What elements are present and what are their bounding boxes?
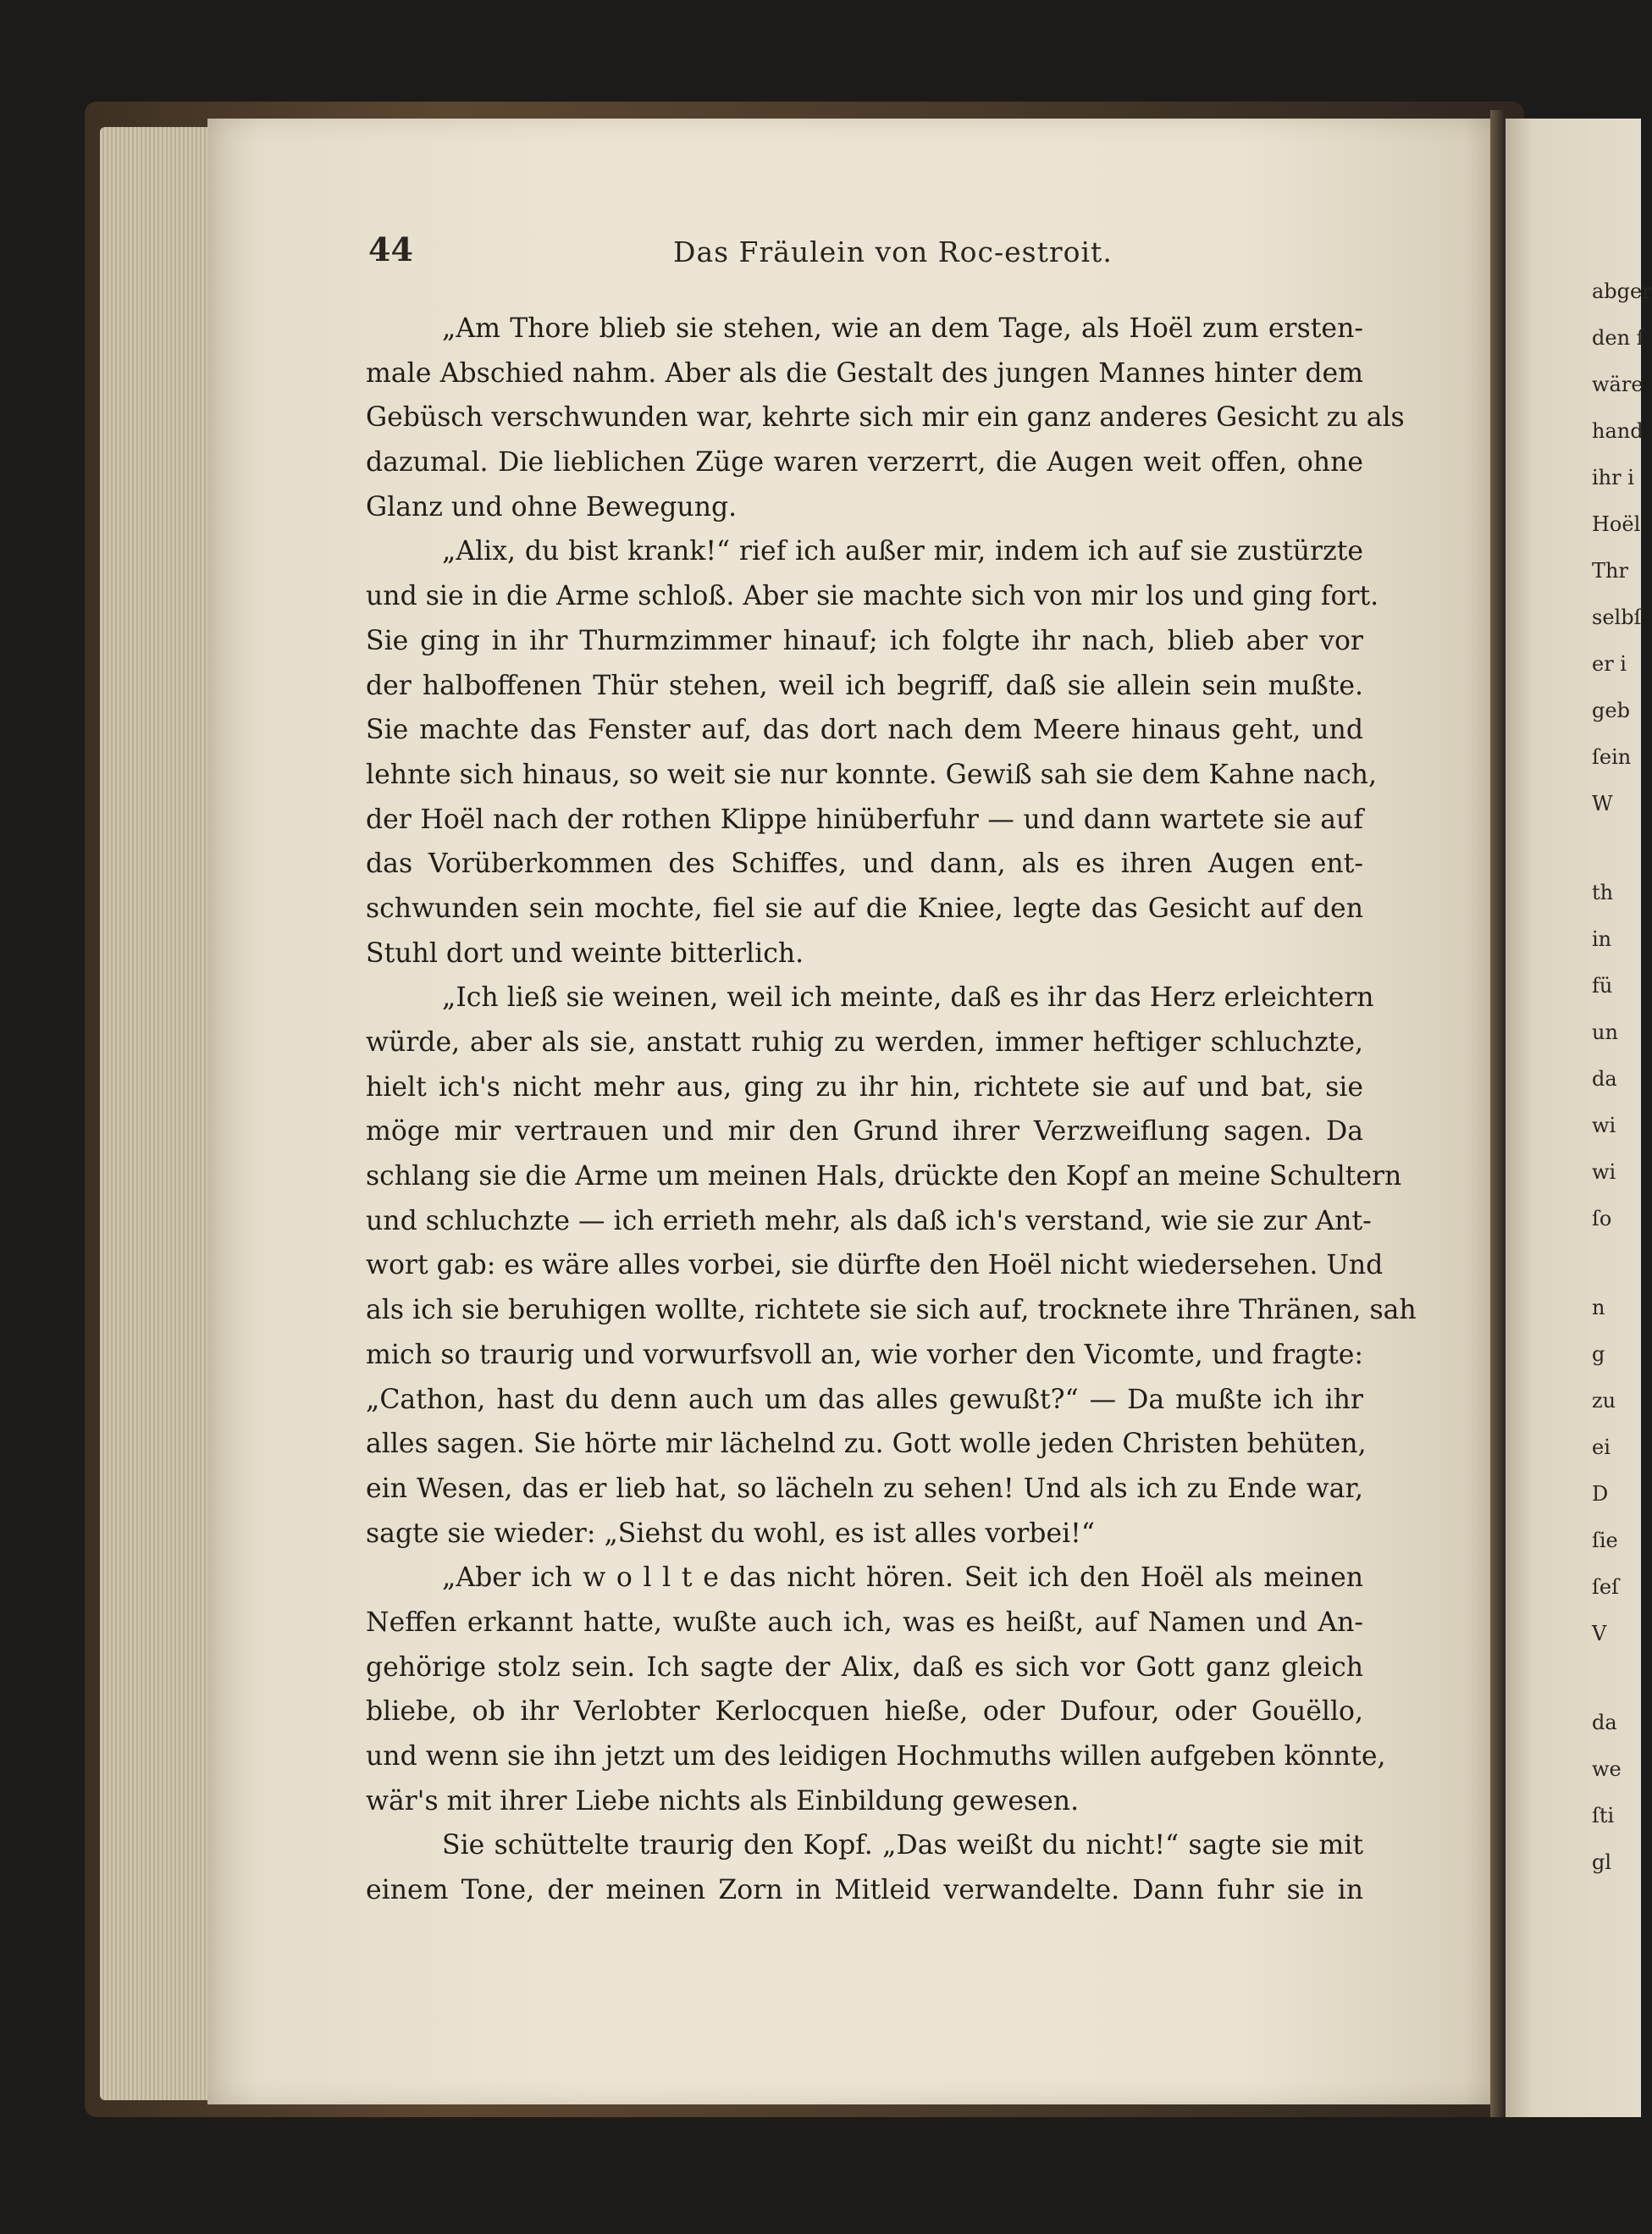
right-page-fragment: Thr [1592, 559, 1628, 583]
text-line: male Abschied nahm. Aber als die Gestalt des jungen Mannes hinter dem [366, 357, 1363, 389]
text-line: schlang sie die Arme um meinen Hals, drückte den Kopf an meine Schultern [366, 1161, 1402, 1192]
right-page-fragment: g [1592, 1342, 1605, 1366]
right-page-fragment: ei [1592, 1435, 1611, 1459]
right-page-fragment: geb [1592, 699, 1630, 722]
text-line: der Hoël nach der rothen Klippe hinüberfuhr — und dann wartete sie auf [366, 804, 1363, 835]
text-line: „Alix, du bist krank!“ rief ich außer mir, indem ich auf sie zustürzte [442, 536, 1363, 567]
text-line: mich so traurig und vorwurfsvoll an, wie vorher den Vicomte, und fragte: [366, 1339, 1363, 1370]
right-page-fragment: gl [1592, 1850, 1612, 1874]
running-title: Das Fräulein von Roc-estroit. [673, 235, 1113, 268]
right-page-fragment: Hoël [1592, 512, 1641, 536]
text-line: „Ich ließ sie weinen, weil ich meinte, daß es ihr das Herz erleichtern [442, 982, 1374, 1014]
text-line: und wenn sie ihn jetzt um des leidigen Hochmuths willen aufgeben könnte, [366, 1741, 1386, 1772]
right-page-fragment: D [1592, 1482, 1609, 1506]
text-line: Neffen erkannt hatte, wußte auch ich, was es heißt, auf Namen und An- [366, 1606, 1363, 1638]
text-line: „Cathon, hast du denn auch um das alles gewußt?“ — Da mußte ich ihr [366, 1384, 1363, 1415]
text-line: einem Tone, der meinen Zorn in Mitleid verwandelte. Dann fuhr sie in [366, 1875, 1363, 1906]
book-gutter [1490, 110, 1506, 2117]
right-page-fragment: we [1592, 1757, 1622, 1781]
right-page-fragment: wi [1592, 1114, 1616, 1137]
right-page-fragment: ſti [1592, 1804, 1615, 1828]
text-line: Sie schüttelte traurig den Kopf. „Das weißt du nicht!“ sagte sie mit [442, 1830, 1363, 1861]
text-line: und sie in die Arme schloß. Aber sie machte sich von mir los und ging fort. [366, 581, 1379, 612]
text-line: bliebe, ob ihr Verlobter Kerlocquen hieße, oder Dufour, oder Gouëllo, [366, 1696, 1363, 1728]
text-line: dazumal. Die lieblichen Züge waren verzerrt, die Augen weit offen, ohne [366, 447, 1363, 478]
text-line: „Am Thore blieb sie stehen, wie an dem Tage, als Hoël zum ersten- [442, 313, 1363, 344]
right-page-fragment: n [1592, 1296, 1605, 1319]
text-line: der halboffenen Thür stehen, weil ich begriff, daß sie allein sein mußte. [366, 670, 1363, 701]
right-page-fragment: da [1592, 1711, 1617, 1734]
text-line: würde, aber als sie, anstatt ruhig zu werden, immer heftiger schluchzte, [366, 1027, 1363, 1058]
page-number: 44 [368, 230, 413, 268]
text-line: das Vorüberkommen des Schiffes, und dann, als es ihren Augen ent- [366, 849, 1363, 880]
text-line: wort gab: es wäre alles vorbei, sie dürfte den Hoël nicht wiedersehen. Und [366, 1250, 1384, 1281]
right-page-fragment: ſie [1592, 1529, 1618, 1552]
right-page-fragment: in [1592, 927, 1612, 951]
text-line: als ich sie beruhigen wollte, richtete sie sich auf, trocknete ihre Thränen, sah [366, 1295, 1417, 1326]
text-line: Sie ging in ihr Thurmzimmer hinauf; ich folgte ihr nach, blieb aber vor [366, 625, 1363, 656]
right-page-fragment: da [1592, 1067, 1617, 1091]
right-page-fragment: ſeſ [1592, 1575, 1619, 1599]
right-page [1506, 119, 1652, 2117]
right-page-fragment: ſo [1592, 1207, 1612, 1230]
text-line: alles sagen. Sie hörte mir lächelnd zu. Gott wolle jeden Christen behüten, [366, 1429, 1367, 1460]
right-page-fragment: wäre [1592, 373, 1644, 396]
right-page-fragment: un [1592, 1020, 1618, 1044]
text-line: Glanz und ohne Bewegung. [366, 491, 738, 523]
text-line: möge mir vertrauen und mir den Grund ihrer Verzweiflung sagen. Da [366, 1116, 1363, 1147]
text-line: schwunden sein mochte, fiel sie auf die Kniee, legte das Gesicht auf den [366, 893, 1363, 924]
right-page-fragment: V [1592, 1622, 1607, 1645]
text-line: Sie machte das Fenster auf, das dort nach dem Meere hinaus geht, und [366, 715, 1363, 746]
text-line: sagte sie wieder: „Siehst du wohl, es ist alles vorbei!“ [366, 1518, 1095, 1549]
right-page-fragment: er i [1592, 652, 1627, 676]
right-page-fragment: abger [1592, 279, 1652, 303]
right-page-fragment: W [1592, 792, 1613, 816]
right-page-fragment: th [1592, 881, 1614, 904]
text-line: hielt ich's nicht mehr aus, ging zu ihr hin, richtete sie auf und bat, sie [366, 1071, 1363, 1103]
right-page-fragment: ihr i [1592, 466, 1634, 489]
right-page-fragment: zu [1592, 1389, 1616, 1413]
text-line: Stuhl dort und weinte bitterlich. [366, 937, 804, 969]
right-page-fragment: selbſ [1592, 606, 1642, 629]
right-page-fragment: ſein [1592, 745, 1632, 769]
text-line: und schluchzte — ich errieth mehr, als daß ich's verstand, wie sie zur Ant- [366, 1205, 1372, 1236]
text-line: Gebüsch verschwunden war, kehrte sich mir ein ganz anderes Gesicht zu als [366, 402, 1405, 434]
text-line: lehnte sich hinaus, so weit sie nur konnte. Gewiß sah sie dem Kahne nach, [366, 759, 1377, 790]
text-line: wär's mit ihrer Liebe nichts als Einbildung gewesen. [366, 1785, 1080, 1817]
right-page-fragment: fü [1592, 974, 1613, 998]
text-line: gehörige stolz sein. Ich sagte der Alix, daß es sich vor Gott ganz gleich [366, 1651, 1363, 1683]
right-page-fragment: den ſ [1592, 326, 1644, 350]
right-page-fragment: hand [1592, 419, 1644, 443]
text-line: ein Wesen, das er lieb hat, so lächeln zu sehen! Und als ich zu Ende war, [366, 1473, 1363, 1504]
body-text [366, 307, 1417, 1913]
text-line: „Aber ich w o l l t e das nicht hören. Seit ich den Hoël als meinen [442, 1562, 1363, 1594]
page-header [368, 230, 1359, 273]
right-page-fragment: wi [1592, 1160, 1616, 1184]
